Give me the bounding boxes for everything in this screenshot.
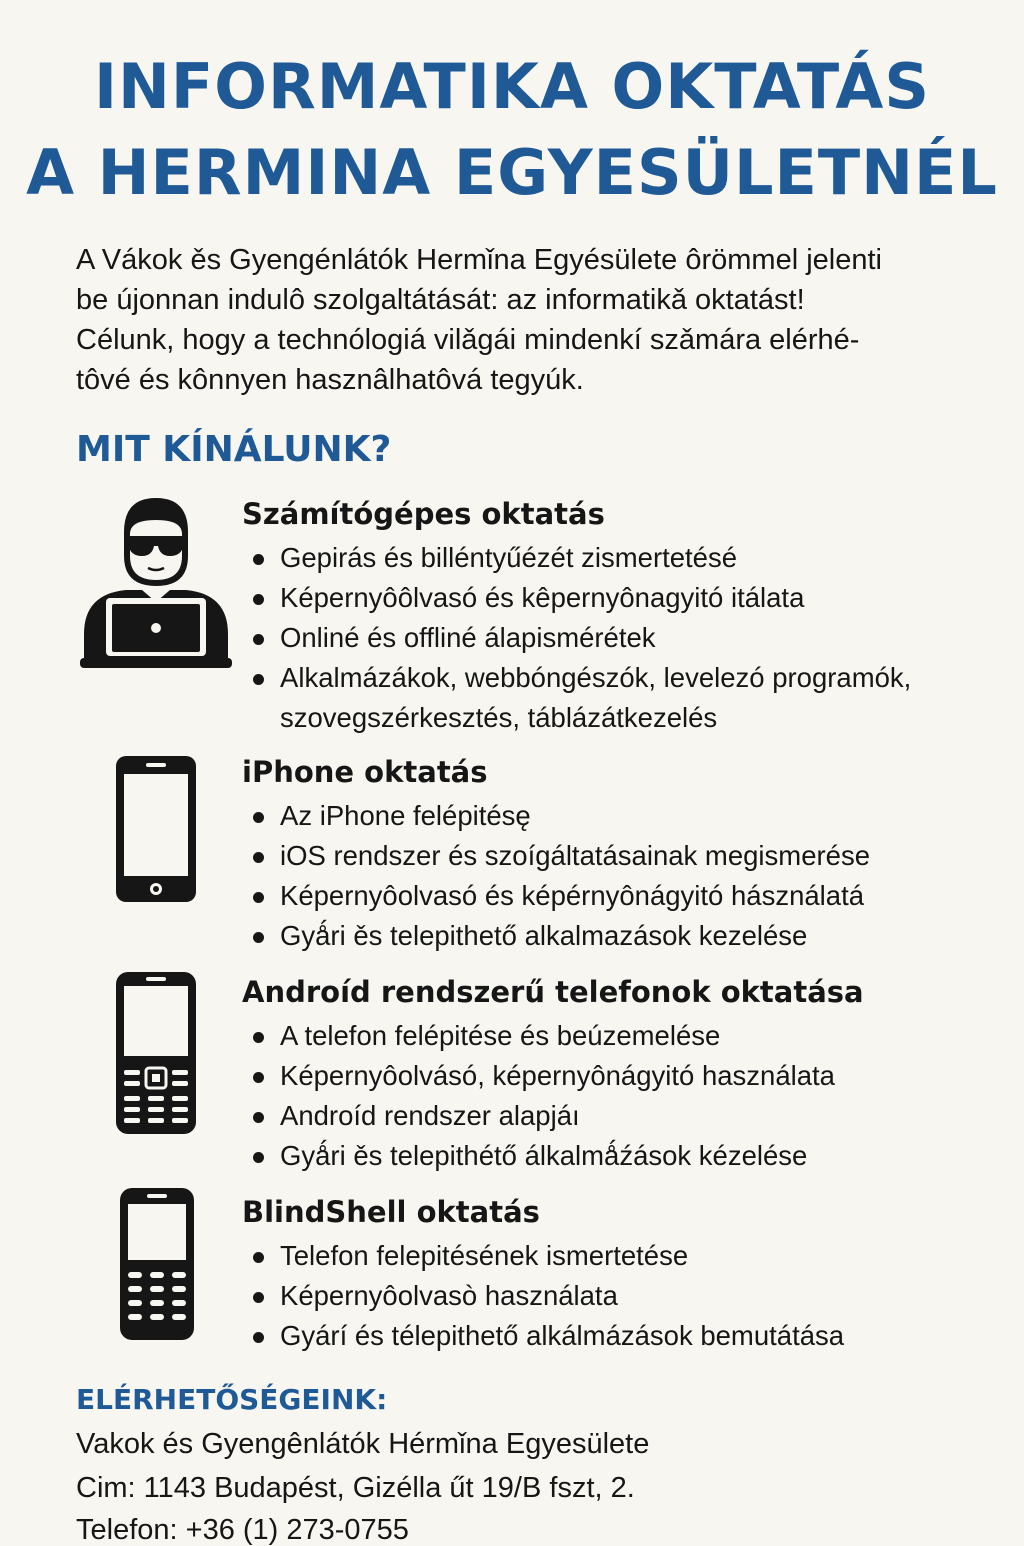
list-item: Onliné és offliné álapismérétek bbox=[250, 618, 911, 658]
service-title-android: Androíd rendszerű telefonok oktatása bbox=[242, 975, 864, 1009]
service-title-blindshell: BlindShell oktatás bbox=[242, 1195, 540, 1229]
list-item: Telefon felepitésének ismertetése bbox=[250, 1236, 844, 1276]
list-item: Alkalmázákok, webbóngészók, levelezó programók, bbox=[250, 658, 911, 698]
service-list-blindshell bbox=[250, 1236, 844, 1356]
list-item: Képernyôolvasó és képérnyônágyitó hásználatá bbox=[250, 876, 870, 916]
smartphone-icon bbox=[114, 754, 198, 904]
intro-line: Célunk, hogy a technólogiá vilǎgái mindenkí szǎmára elérhé- bbox=[76, 324, 860, 356]
keypad-phone-icon bbox=[114, 970, 198, 1136]
contact-org: Vakok és Gyengênlátók Hérmǐna Egyesülete bbox=[76, 1428, 650, 1460]
intro-line: be újonnan indulô szolgaltátását: az informatikǎ oktatást! bbox=[76, 284, 805, 316]
list-item: Képernyôôlvasó és kêpernyônagyitó itálata bbox=[250, 578, 911, 618]
contact-phone: Telefon: +36 (1) 273-0755 bbox=[76, 1514, 409, 1546]
service-title-computer: Számítógépes oktatás bbox=[242, 497, 605, 531]
service-list-computer bbox=[250, 538, 911, 738]
blindshell-phone-icon bbox=[118, 1186, 196, 1342]
intro-paragraph bbox=[76, 240, 976, 400]
list-item: Gyǻri ěs telepithető alkalmazások kezelése bbox=[250, 916, 870, 956]
service-list-iphone bbox=[250, 796, 870, 956]
list-item: Gepirás és billéntyűézét zismertetésé bbox=[250, 538, 911, 578]
list-item: Képernyôolvasò használata bbox=[250, 1276, 844, 1316]
person-laptop-icon bbox=[80, 494, 232, 670]
service-title-iphone: iPhone oktatás bbox=[242, 755, 488, 789]
offer-heading: MIT KÍNÁLUNK? bbox=[76, 429, 392, 470]
list-item: Képernyôolvásó, képernyônágyitó használata bbox=[250, 1056, 835, 1096]
list-item: Az iPhone felépitésę bbox=[250, 796, 870, 836]
intro-line: tôvé és kônnyen hasznâlhatôvá tegyúk. bbox=[76, 364, 584, 396]
page-title-line-2: A HERMINA EGYESÜLETNÉL bbox=[26, 136, 998, 209]
list-item: Gyǻri ěs telepithétő álkalmǻźások kézelése bbox=[250, 1136, 835, 1176]
contact-address: Cim: 1143 Budapést, Gizélla űt 19/B fszt, 2. bbox=[76, 1472, 635, 1504]
page-title-line-1: INFORMATIKA OKTATÁS bbox=[93, 50, 931, 123]
service-list-android bbox=[250, 1016, 835, 1176]
intro-line: A Vákok ěs Gyengénlátók Hermǐna Egyésülete ôrömmel jelenti bbox=[76, 244, 882, 276]
list-item: iOS rendszer és szoígáltatásainak megismerése bbox=[250, 836, 870, 876]
list-item: A telefon felépitése és beúzemelése bbox=[250, 1016, 835, 1056]
list-item: Androíd rendszer alapjáı bbox=[250, 1096, 835, 1136]
list-item: Gyárí és télepithető alkálmázások bemutátása bbox=[250, 1316, 844, 1356]
contact-heading: ELÉRHETŐSÉGEINK: bbox=[76, 1383, 388, 1416]
list-item: szovegszérkesztés, táblázátkezelés bbox=[280, 702, 718, 733]
